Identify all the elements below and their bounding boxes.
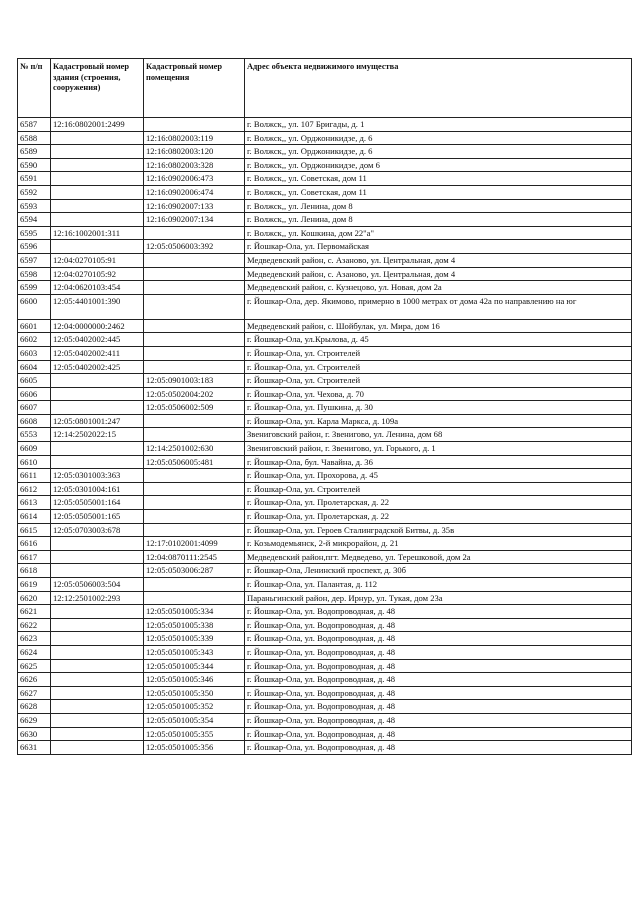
cell-building-cadastral-number (51, 537, 144, 551)
table-row (18, 253, 632, 267)
cell-premises-cadastral-number: 12:05:0503006:287 (144, 564, 245, 578)
cell-row-number: 6598 (18, 267, 51, 281)
cell-property-address: г. Йошкар-Ола, ул. Водопроводная, д. 48 (245, 659, 632, 673)
cell-premises-cadastral-number: 12:05:0501005:354 (144, 713, 245, 727)
cell-row-number: 6619 (18, 578, 51, 592)
cell-building-cadastral-number (51, 240, 144, 254)
cell-property-address: г. Йошкар-Ола, ул. Первомайская (245, 240, 632, 254)
header-property-address: Адрес объекта недвижимого имущества (245, 59, 632, 118)
table-row (18, 226, 632, 240)
cell-premises-cadastral-number: 12:16:0802003:328 (144, 158, 245, 172)
table-row (18, 550, 632, 564)
cell-property-address: г. Волжск,, ул. Ленина, дом 8 (245, 213, 632, 227)
cell-premises-cadastral-number: 12:05:0501005:338 (144, 618, 245, 632)
cell-property-address: г. Йошкар-Ола, ул. Водопроводная, д. 48 (245, 645, 632, 659)
cell-premises-cadastral-number: 12:05:0506003:392 (144, 240, 245, 254)
table-row (18, 605, 632, 619)
table-row (18, 713, 632, 727)
cell-building-cadastral-number (51, 700, 144, 714)
cell-row-number: 6608 (18, 414, 51, 428)
cell-building-cadastral-number: 12:05:0703003:678 (51, 523, 144, 537)
cell-premises-cadastral-number: 12:16:0902006:474 (144, 185, 245, 199)
cell-property-address: г. Волжск,, ул. Орджоникидзе, дом 6 (245, 158, 632, 172)
table-row (18, 213, 632, 227)
cell-building-cadastral-number: 12:16:1002001:311 (51, 226, 144, 240)
cell-premises-cadastral-number: 12:16:0802003:119 (144, 131, 245, 145)
cell-property-address: г. Йошкар-Ола, ул. Водопроводная, д. 48 (245, 700, 632, 714)
cell-premises-cadastral-number (144, 294, 245, 319)
cell-building-cadastral-number (51, 131, 144, 145)
table-row (18, 319, 632, 333)
cell-row-number: 6599 (18, 281, 51, 295)
cell-row-number: 6631 (18, 741, 51, 755)
cell-building-cadastral-number (51, 401, 144, 415)
table-row (18, 645, 632, 659)
cell-building-cadastral-number: 12:16:0802001:2499 (51, 118, 144, 132)
cell-premises-cadastral-number (144, 253, 245, 267)
cell-property-address: г. Йошкар-Ола, ул. Водопроводная, д. 48 (245, 605, 632, 619)
table-row (18, 267, 632, 281)
cell-premises-cadastral-number: 12:16:0802003:120 (144, 145, 245, 159)
cell-building-cadastral-number (51, 564, 144, 578)
cell-row-number: 6593 (18, 199, 51, 213)
cell-row-number: 6595 (18, 226, 51, 240)
cell-row-number: 6625 (18, 659, 51, 673)
cell-row-number: 6621 (18, 605, 51, 619)
cell-property-address: г. Йошкар-Ола, ул. Водопроводная, д. 48 (245, 632, 632, 646)
cell-property-address: г. Волжск,, ул. Орджоникидзе, д. 6 (245, 145, 632, 159)
cell-row-number: 6600 (18, 294, 51, 319)
cell-row-number: 6611 (18, 469, 51, 483)
cell-property-address: г. Волжск,, ул. Орджоникидзе, д. 6 (245, 131, 632, 145)
cell-row-number: 6626 (18, 673, 51, 687)
cell-property-address: г. Йошкар-Ола, дер. Якимово, примерно в 1000 метрах от дома 42а по направлению на юг (245, 294, 632, 319)
table-row (18, 145, 632, 159)
cell-premises-cadastral-number: 12:05:0501005:339 (144, 632, 245, 646)
cell-property-address: г. Йошкар-Ола, ул. Строителей (245, 360, 632, 374)
cell-building-cadastral-number (51, 455, 144, 469)
cell-property-address: Медведевский район, с. Азаново, ул. Центральная, дом 4 (245, 267, 632, 281)
table-row (18, 523, 632, 537)
cell-building-cadastral-number: 12:04:0270105:92 (51, 267, 144, 281)
cell-row-number: 6612 (18, 482, 51, 496)
cell-building-cadastral-number: 12:05:0505001:165 (51, 510, 144, 524)
cell-building-cadastral-number (51, 213, 144, 227)
cell-property-address: г. Волжск,, ул. Советская, дом 11 (245, 172, 632, 186)
cell-row-number: 6604 (18, 360, 51, 374)
cell-building-cadastral-number (51, 727, 144, 741)
cell-premises-cadastral-number (144, 591, 245, 605)
cell-property-address: г. Волжск,, ул. 107 Бригады, д. 1 (245, 118, 632, 132)
table-row (18, 118, 632, 132)
table-row (18, 294, 632, 319)
cell-premises-cadastral-number: 12:05:0501005:343 (144, 645, 245, 659)
cell-premises-cadastral-number (144, 333, 245, 347)
table-row (18, 469, 632, 483)
table-row (18, 686, 632, 700)
cell-building-cadastral-number (51, 632, 144, 646)
cell-building-cadastral-number: 12:05:0402002:445 (51, 333, 144, 347)
cell-building-cadastral-number (51, 618, 144, 632)
cell-row-number: 6624 (18, 645, 51, 659)
table-row (18, 281, 632, 295)
cell-property-address: Медведевский район, с. Шойбулак, ул. Мира, дом 16 (245, 319, 632, 333)
cell-premises-cadastral-number: 12:05:0501005:334 (144, 605, 245, 619)
cell-property-address: г. Йошкар-Ола, ул. Водопроводная, д. 48 (245, 741, 632, 755)
cell-building-cadastral-number (51, 713, 144, 727)
cell-building-cadastral-number: 12:05:0402002:411 (51, 346, 144, 360)
table-row (18, 510, 632, 524)
cell-row-number: 6588 (18, 131, 51, 145)
table-row (18, 578, 632, 592)
cell-building-cadastral-number: 12:05:0301004:161 (51, 482, 144, 496)
table-row (18, 591, 632, 605)
cell-row-number: 6618 (18, 564, 51, 578)
cell-premises-cadastral-number (144, 267, 245, 281)
cell-building-cadastral-number: 12:05:0505001:164 (51, 496, 144, 510)
cell-row-number: 6589 (18, 145, 51, 159)
cell-building-cadastral-number: 12:04:0000000:2462 (51, 319, 144, 333)
table-row (18, 346, 632, 360)
cell-premises-cadastral-number: 12:05:0501005:350 (144, 686, 245, 700)
cell-row-number: 6603 (18, 346, 51, 360)
table-row (18, 172, 632, 186)
cell-row-number: 6602 (18, 333, 51, 347)
cell-premises-cadastral-number: 12:16:0902007:134 (144, 213, 245, 227)
table-row (18, 564, 632, 578)
cell-row-number: 6614 (18, 510, 51, 524)
table-row (18, 374, 632, 388)
cell-row-number: 6606 (18, 387, 51, 401)
table-row (18, 240, 632, 254)
table-row (18, 387, 632, 401)
cell-building-cadastral-number (51, 185, 144, 199)
cell-row-number: 6591 (18, 172, 51, 186)
cell-building-cadastral-number: 12:05:0301003:363 (51, 469, 144, 483)
cell-premises-cadastral-number: 12:05:0901003:183 (144, 374, 245, 388)
table-row (18, 333, 632, 347)
cell-property-address: Параньгинский район, дер. Ирнур, ул. Тукая, дом 23а (245, 591, 632, 605)
table-row (18, 401, 632, 415)
cell-property-address: г. Волжск,, ул. Советская, дом 11 (245, 185, 632, 199)
cell-property-address: г. Йошкар-Ола, бул. Чавайна, д. 36 (245, 455, 632, 469)
cell-building-cadastral-number: 12:04:0620103:454 (51, 281, 144, 295)
cell-building-cadastral-number: 12:04:0270105:91 (51, 253, 144, 267)
cell-building-cadastral-number: 12:05:0402002:425 (51, 360, 144, 374)
cell-premises-cadastral-number: 12:05:0501005:352 (144, 700, 245, 714)
cell-row-number: 6615 (18, 523, 51, 537)
cell-row-number: 6622 (18, 618, 51, 632)
cell-row-number: 6629 (18, 713, 51, 727)
cell-property-address: г. Волжск,, ул. Кошкина, дом 22"а" (245, 226, 632, 240)
table-row (18, 185, 632, 199)
cell-premises-cadastral-number (144, 469, 245, 483)
table-row (18, 741, 632, 755)
cell-property-address: г. Йошкар-Ола, ул. Водопроводная, д. 48 (245, 713, 632, 727)
cell-property-address: г. Йошкар-Ола, ул.Крылова, д. 45 (245, 333, 632, 347)
cell-premises-cadastral-number: 12:05:0501005:346 (144, 673, 245, 687)
cell-building-cadastral-number (51, 686, 144, 700)
cell-premises-cadastral-number (144, 118, 245, 132)
table-row (18, 727, 632, 741)
cell-premises-cadastral-number: 12:14:2501002:630 (144, 442, 245, 456)
cell-property-address: г. Йошкар-Ола, ул. Героев Сталинградской Битвы, д. 35в (245, 523, 632, 537)
cell-row-number: 6623 (18, 632, 51, 646)
cell-row-number: 6610 (18, 455, 51, 469)
cell-building-cadastral-number: 12:05:0801001:247 (51, 414, 144, 428)
table-row (18, 632, 632, 646)
table-row (18, 199, 632, 213)
cell-property-address: г. Йошкар-Ола, Ленинский проспект, д. 30б (245, 564, 632, 578)
cell-premises-cadastral-number (144, 281, 245, 295)
cell-building-cadastral-number (51, 659, 144, 673)
table-row (18, 618, 632, 632)
cell-property-address: г. Йошкар-Ола, ул. Водопроводная, д. 48 (245, 618, 632, 632)
cell-premises-cadastral-number (144, 496, 245, 510)
table-row (18, 659, 632, 673)
cell-premises-cadastral-number (144, 428, 245, 442)
cell-premises-cadastral-number: 12:05:0501005:356 (144, 741, 245, 755)
cell-row-number: 6616 (18, 537, 51, 551)
cell-premises-cadastral-number: 12:05:0502004:202 (144, 387, 245, 401)
cell-property-address: г. Йошкар-Ола, ул. Водопроводная, д. 48 (245, 727, 632, 741)
table-row (18, 442, 632, 456)
cell-premises-cadastral-number: 12:05:0506002:509 (144, 401, 245, 415)
table-row (18, 455, 632, 469)
cell-row-number: 6596 (18, 240, 51, 254)
cell-premises-cadastral-number: 12:16:0902007:133 (144, 199, 245, 213)
cell-row-number: 6630 (18, 727, 51, 741)
cell-building-cadastral-number (51, 172, 144, 186)
cell-property-address: Звениговский район, г. Звенигово, ул. Горького, д. 1 (245, 442, 632, 456)
cell-property-address: г. Йошкар-Ола, ул. Палантая, д. 112 (245, 578, 632, 592)
table-body (18, 118, 632, 755)
cell-property-address: г. Волжск,, ул. Ленина, дом 8 (245, 199, 632, 213)
cell-property-address: г. Йошкар-Ола, ул. Строителей (245, 346, 632, 360)
cell-premises-cadastral-number (144, 414, 245, 428)
header-row (18, 59, 632, 118)
cell-building-cadastral-number: 12:05:4401001:390 (51, 294, 144, 319)
cell-row-number: 6627 (18, 686, 51, 700)
cell-premises-cadastral-number: 12:05:0501005:344 (144, 659, 245, 673)
cell-row-number: 6607 (18, 401, 51, 415)
cell-property-address: г. Йошкар-Ола, ул. Водопроводная, д. 48 (245, 673, 632, 687)
cell-premises-cadastral-number (144, 319, 245, 333)
cell-premises-cadastral-number: 12:04:0870111:2545 (144, 550, 245, 564)
cell-building-cadastral-number (51, 550, 144, 564)
table-row (18, 360, 632, 374)
header-premises-cadastral-number: Кадастровый номер помещения (144, 59, 245, 118)
table-row (18, 700, 632, 714)
cell-premises-cadastral-number (144, 482, 245, 496)
cell-building-cadastral-number (51, 442, 144, 456)
cell-row-number: 6590 (18, 158, 51, 172)
table-row (18, 414, 632, 428)
cell-property-address: Звениговский район, г. Звенигово, ул. Ленина, дом 68 (245, 428, 632, 442)
cell-row-number: 6617 (18, 550, 51, 564)
cell-property-address: Медведевский район, с. Азаново, ул. Центральная, дом 4 (245, 253, 632, 267)
cell-building-cadastral-number (51, 158, 144, 172)
table-row (18, 673, 632, 687)
cell-property-address: г. Йошкар-Ола, ул. Пролетарская, д. 22 (245, 496, 632, 510)
cell-building-cadastral-number (51, 605, 144, 619)
cell-property-address: г. Йошкар-Ола, ул. Карла Маркса, д. 109а (245, 414, 632, 428)
cell-row-number: 6613 (18, 496, 51, 510)
cell-building-cadastral-number: 12:14:2502022:15 (51, 428, 144, 442)
cell-property-address: г. Йошкар-Ола, ул. Прохорова, д. 45 (245, 469, 632, 483)
header-building-cadastral-number: Кадастровый номер здания (строения, сооружения) (51, 59, 144, 118)
cell-row-number: 6553 (18, 428, 51, 442)
cell-row-number: 6592 (18, 185, 51, 199)
cell-premises-cadastral-number (144, 523, 245, 537)
cell-row-number: 6620 (18, 591, 51, 605)
cell-property-address: г. Йошкар-Ола, ул. Пролетарская, д. 22 (245, 510, 632, 524)
cell-property-address: г. Йошкар-Ола, ул. Строителей (245, 374, 632, 388)
cell-building-cadastral-number (51, 145, 144, 159)
table-row (18, 131, 632, 145)
cell-building-cadastral-number: 12:05:0506003:504 (51, 578, 144, 592)
table-row (18, 537, 632, 551)
cell-property-address: г. Йошкар-Ола, ул. Чехова, д. 70 (245, 387, 632, 401)
cell-row-number: 6601 (18, 319, 51, 333)
cell-premises-cadastral-number (144, 226, 245, 240)
cell-property-address: г. Йошкар-Ола, ул. Строителей (245, 482, 632, 496)
cell-property-address: г. Козьмодемьянск, 2-й микрорайон, д. 21 (245, 537, 632, 551)
cell-row-number: 6587 (18, 118, 51, 132)
header-row-number: № п/п (18, 59, 51, 118)
table-row (18, 496, 632, 510)
cell-building-cadastral-number (51, 741, 144, 755)
cell-building-cadastral-number: 12:12:2501002:293 (51, 591, 144, 605)
cell-premises-cadastral-number (144, 578, 245, 592)
cell-premises-cadastral-number (144, 510, 245, 524)
cell-property-address: г. Йошкар-Ола, ул. Пушкина, д. 30 (245, 401, 632, 415)
cell-row-number: 6597 (18, 253, 51, 267)
cell-row-number: 6594 (18, 213, 51, 227)
table-row (18, 158, 632, 172)
cell-premises-cadastral-number: 12:05:0501005:355 (144, 727, 245, 741)
cell-building-cadastral-number (51, 673, 144, 687)
cell-building-cadastral-number (51, 199, 144, 213)
cell-property-address: Медведевский район, с. Кузнецово, ул. Новая, дом 2а (245, 281, 632, 295)
document-page (17, 58, 631, 755)
table-row (18, 428, 632, 442)
cell-premises-cadastral-number: 12:05:0506005:481 (144, 455, 245, 469)
table-row (18, 482, 632, 496)
cell-property-address: г. Йошкар-Ола, ул. Водопроводная, д. 48 (245, 686, 632, 700)
cell-premises-cadastral-number (144, 346, 245, 360)
cell-building-cadastral-number (51, 387, 144, 401)
cell-row-number: 6628 (18, 700, 51, 714)
cell-premises-cadastral-number: 12:17:0102001:4099 (144, 537, 245, 551)
cell-property-address: Медведевский район,пгт. Медведево, ул. Терешковой, дом 2а (245, 550, 632, 564)
cell-row-number: 6605 (18, 374, 51, 388)
cell-row-number: 6609 (18, 442, 51, 456)
cell-building-cadastral-number (51, 374, 144, 388)
table-header (18, 59, 632, 118)
property-registry-table (17, 58, 632, 755)
cell-building-cadastral-number (51, 645, 144, 659)
cell-premises-cadastral-number: 12:16:0902006:473 (144, 172, 245, 186)
cell-premises-cadastral-number (144, 360, 245, 374)
